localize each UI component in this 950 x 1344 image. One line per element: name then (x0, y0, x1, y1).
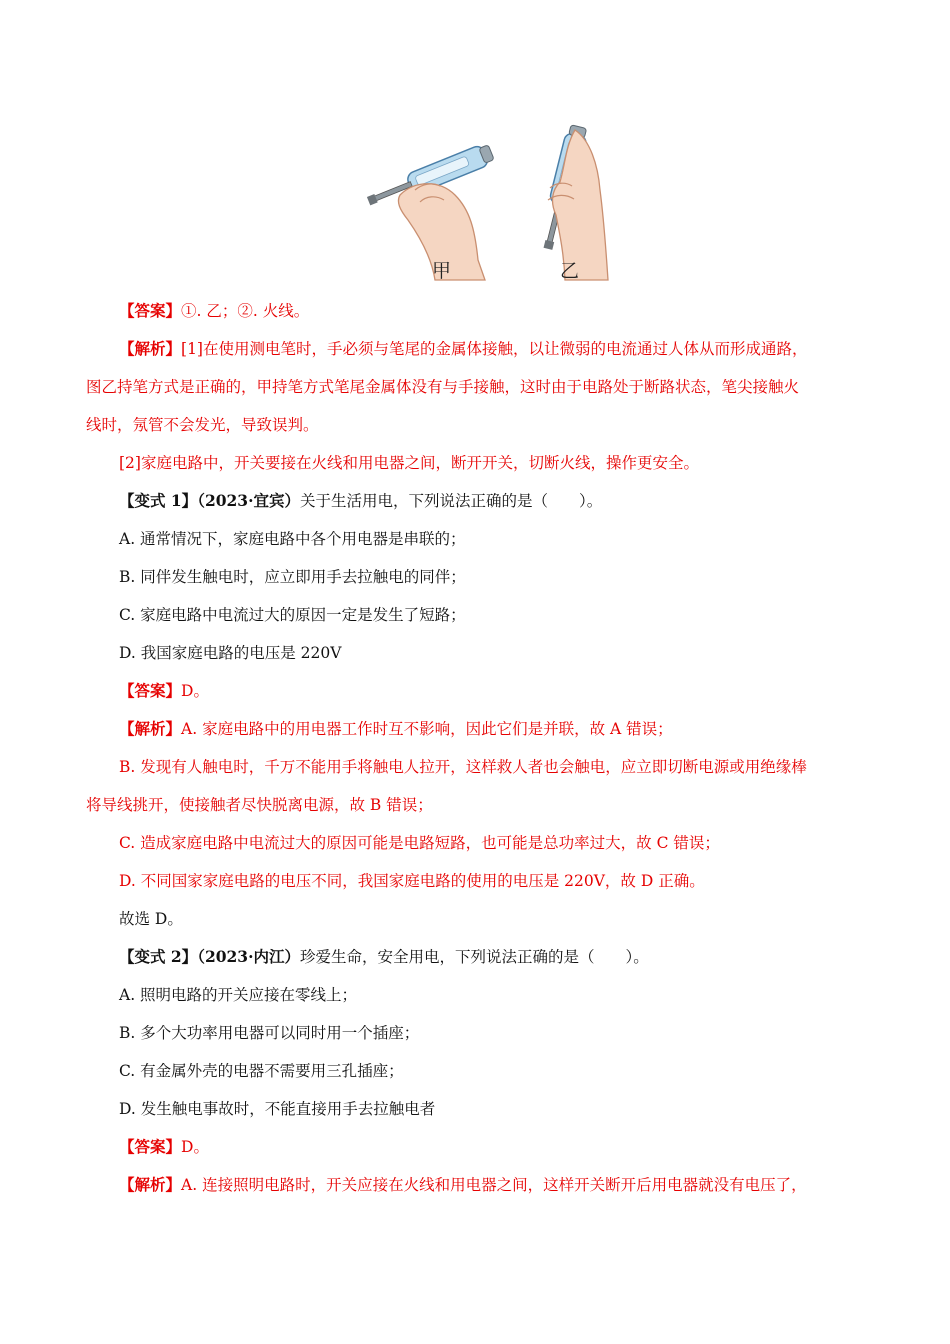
answer-tag: 【答案】 (119, 301, 182, 320)
answer-text: D。 (181, 682, 209, 700)
analysis-text: A. 家庭电路中的用电器工作时互不影响，因此它们是并联，故 A 错误； (181, 720, 673, 738)
variant1-option-a: A. 通常情况下，家庭电路中各个用电器是串联的； (119, 530, 466, 548)
variant2-option-c: C. 有金属外壳的电器不需要用三孔插座； (119, 1062, 404, 1080)
variant2-question-text: 珍爱生命，安全用电，下列说法正确的是（ ）。 (299, 948, 649, 966)
answer-line-1 (119, 300, 309, 322)
variant2-option-d: D. 发生触电事故时，不能直接用手去拉触电者 (119, 1100, 436, 1118)
analysis-tag: 【解析】 (119, 339, 182, 358)
variant1-answer (119, 680, 209, 702)
variant1-option-d: D. 我国家庭电路的电压是 220V (119, 644, 342, 662)
answer-tag: 【答案】 (119, 1137, 182, 1156)
analysis-tag: 【解析】 (119, 719, 182, 738)
analysis-line-1 (119, 338, 807, 360)
variant1-question (119, 490, 602, 512)
variant2-question (119, 946, 649, 968)
variant1-conclusion: 故选 D。 (119, 910, 183, 928)
variant2-answer (119, 1136, 209, 1158)
analysis-text: A. 连接照明电路时，开关应接在火线和用电器之间，这样开关断开后用电器就没有电压了， (181, 1176, 807, 1194)
variant2-option-a: A. 照明电路的开关应接在零线上； (119, 986, 358, 1004)
variant1-analysis-b1: B. 发现有人触电时，千万不能用手将触电人拉开，这样救人者也会触电，应立即切断电源或用绝缘棒 (119, 758, 807, 776)
hand-jia-illustration (365, 142, 496, 280)
variant2-analysis-a (119, 1174, 807, 1196)
variant1-option-b: B. 同伴发生触电时，应立即用手去拉触电的同伴； (119, 568, 466, 586)
variant1-tag: 【变式 1】 (119, 491, 198, 510)
analysis-text: [1]在使用测电笔时，手必须与笔尾的金属体接触，以让微弱的电流通过人体从而形成通路， (181, 340, 808, 358)
analysis-line-4: [2]家庭电路中，开关要接在火线和用电器之间，断开开关，切断火线，操作更安全。 (119, 454, 699, 472)
figure-label-jia: 甲 (432, 260, 452, 282)
variant1-source: （2023·宜宾） (197, 491, 300, 510)
variant1-question-text: 关于生活用电，下列说法正确的是（ ）。 (299, 492, 603, 510)
variant1-analysis-b2: 将导线挑开，使接触者尽快脱离电源，故 B 错误； (86, 796, 433, 814)
analysis-tag: 【解析】 (119, 1175, 182, 1194)
variant1-analysis-d: D. 不同国家家庭电路的电压不同，我国家庭电路的使用的电压是 220V，故 D 正确。 (119, 872, 705, 890)
analysis-line-3: 线时，氖管不会发光，导致误判。 (86, 416, 319, 434)
variant2-source: （2023·内江） (197, 947, 300, 966)
figure-label-yi: 乙 (560, 260, 580, 282)
variant1-analysis-a (119, 718, 673, 740)
variant1-analysis-c: C. 造成家庭电路中电流过大的原因可能是电路短路，也可能是总功率过大，故 C 错误； (119, 834, 720, 852)
answer-tag: 【答案】 (119, 681, 182, 700)
answer-text: ①. 乙；②. 火线。 (181, 302, 310, 320)
analysis-line-2: 图乙持笔方式是正确的，甲持笔方式笔尾金属体没有与手接触，这时由于电路处于断路状态，笔尖接触火 (86, 378, 800, 396)
variant2-tag: 【变式 2】 (119, 947, 198, 966)
answer-text: D。 (181, 1138, 209, 1156)
variant1-option-c: C. 家庭电路中电流过大的原因一定是发生了短路； (119, 606, 466, 624)
variant2-option-b: B. 多个大功率用电器可以同时用一个插座； (119, 1024, 420, 1042)
